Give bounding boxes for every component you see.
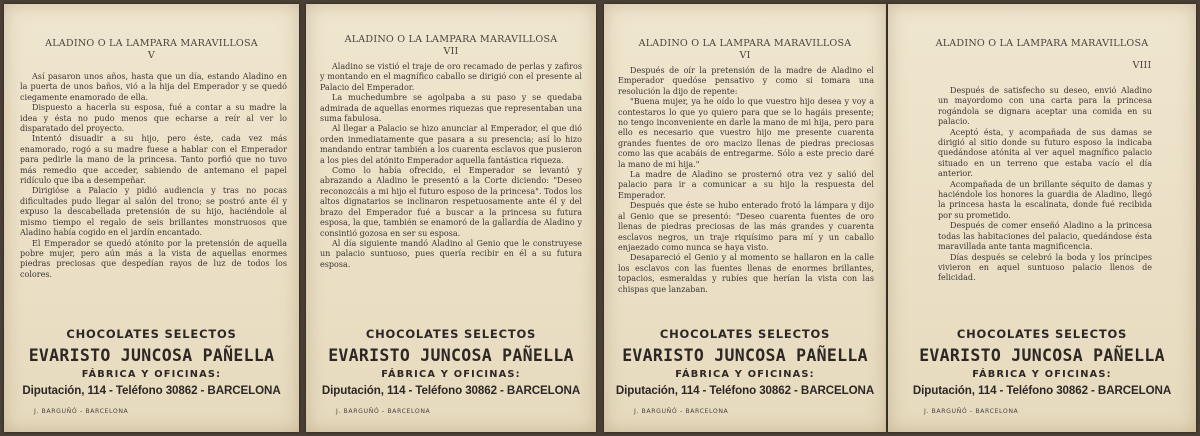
printer-credit: J. BARGUÑÓ - BARCELONA xyxy=(336,408,431,415)
card-body xyxy=(938,86,1152,284)
footer-line-3: FÁBRICA Y OFICINAS: xyxy=(972,369,1112,380)
footer-line-4: Diputación, 114 - Teléfono 30862 - BARCELONA xyxy=(321,384,581,397)
card-number: VI xyxy=(739,50,751,61)
paragraph: Al llegar a Palacio se hizo anunciar al Emperador, el que dió orden inmediatamente que pasara a su presencia; así lo hizo mandando entrar también a los cuarenta esclavos que pusieron a los pies del atónito Emperador aquella fantástica riqueza. xyxy=(320,124,582,165)
footer-line-1: CHOCOLATES SELECTOS xyxy=(365,327,537,341)
card-body xyxy=(320,62,582,270)
card-number: V xyxy=(147,50,156,61)
footer-line-4: Diputación, 114 - Teléfono 30862 - BARCELONA xyxy=(615,384,875,397)
paragraph: Desapareció el Genio y al momento se hallaron en la calle los esclavos con las fuentes llenas de enormes brillantes, topacios, esmeraldas y rubíes que herían la vista con las chispas que lanzaban. xyxy=(618,253,874,294)
paragraph: El Emperador se quedó atónito por la pretensión de aquella pobre mujer, pero aún más a la vista de aquellas enormes piedras preciosas que despedían rayos de luz de todos los colores. xyxy=(20,238,287,279)
footer-line-3: FÁBRICA Y OFICINAS: xyxy=(381,369,521,380)
paragraph: Dirigióse a Palacio y pidió audiencia y tras no pocas dificultades pudo llegar al salón del trono; se postró ante él y expuso la descabellada pretensión de su hijo, haciéndole al mismo tiempo el regalo de seis brillantes monstruosos que Aladino había cogido en el jardín encantado. xyxy=(20,186,287,238)
paragraph: La madre de Aladino se prosternó otra vez y salió del palacio para ir a comunicar a su hijo la respuesta del Emperador. xyxy=(618,170,874,200)
footer-line-1: CHOCOLATES SELECTOS xyxy=(659,327,831,341)
card-number: VIII xyxy=(1132,60,1152,71)
paragraph: Acompañada de un brillante séquito de damas y haciéndole los honores la guardia de Aladino, llegó la princesa hasta la escalinata, donde fué recibida por su prometido. xyxy=(938,179,1152,220)
footer-line-2: EVARISTO JUNCOSA PAÑELLA xyxy=(919,346,1165,365)
advertiser-footer xyxy=(306,324,596,397)
card-title xyxy=(4,38,299,62)
card-title xyxy=(888,38,1196,50)
card-title xyxy=(306,34,596,58)
paragraph: Al día siguiente mandó Aladino al Genio que le construyese un palacio suntuoso, pues quería recibir en él a su futura esposa. xyxy=(320,238,582,269)
paragraph: Después que éste se hubo enterado frotó la lámpara y dijo al Genio que se presentó: "Deseo cuarenta fuentes de oro llenas de piedras preciosas de las más grandes y cuarenta esclavos negros, un traje riquísimo para mí y un caballo enjaezado como nunca se haya visto. xyxy=(618,201,874,252)
story-card-vii xyxy=(306,4,596,432)
printer-credit: J. BARGUÑÓ - BARCELONA xyxy=(634,408,729,415)
footer-line-2: EVARISTO JUNCOSA PAÑELLA xyxy=(328,346,574,365)
card-title-text: ALADINO O LA LAMPARA MARAVILLOSA xyxy=(935,38,1149,49)
story-card-viii xyxy=(888,4,1196,432)
card-body xyxy=(20,72,287,280)
card-number: VII xyxy=(443,46,459,57)
card-body xyxy=(618,66,874,295)
paragraph: Días después se celebró la boda y los príncipes vivieron en aquel suntuoso palacio llenos de felicidad. xyxy=(938,252,1152,283)
paragraph: "Buena mujer, ya he oído lo que vuestro hijo desea y voy a contestaros lo que yo quiero para que se lo hagáis presente; no tengo inconveniente en darle la mano de mi hija, pero para ello es necesario que vuestro hijo me presente cuarenta grandes fuentes de oro macizo llenas de piedras preciosas como las que acabáis de entregarme. Sólo a este precio daré la mano de mi hija." xyxy=(618,97,874,169)
footer-line-2: EVARISTO JUNCOSA PAÑELLA xyxy=(622,346,868,365)
paragraph: Después de comer enseñó Aladino a la princesa todas las habitaciones del palacio, quedándose ésta maravillada ante tanta magnificencia. xyxy=(938,221,1152,252)
paragraph: Después de oír la pretensión de la madre de Aladino el Emperador quedóse pensativo y como si tomara una resolución la dijo de repente: xyxy=(618,66,874,96)
paragraph: Así pasaron unos años, hasta que un día, estando Aladino en la puerta de unos baños, vió a la hija del Emperador y se quedó ciegamente enamorado de ella. xyxy=(20,72,287,102)
card-title-text: ALADINO O LA LAMPARA MARAVILLOSA xyxy=(638,38,852,49)
advertiser-footer xyxy=(4,324,299,397)
story-card-vi xyxy=(604,4,886,432)
paragraph: Aceptó ésta, y acompañada de sus damas se dirigió al sitio donde su futuro esposo la indicaba quedándose atónita al ver aquel magnífico palacio situado en un terreno que estaba vacío el día anterior. xyxy=(938,127,1152,179)
paragraph: Intentó disuadir a su hijo, pero éste, cada vez más enamorado, rogó a su madre fuese a hablar con el Emperador para pedirle la mano de la princesa. Tanto porfió que no tuvo más remedio que acceder, sabiendo de antemano el papel ridículo que iba a desempeñar. xyxy=(20,134,287,186)
paragraph: La muchedumbre se agolpaba a su paso y se quedaba admirada de aquellas enormes riquezas que representaban una suma fabulosa. xyxy=(320,93,582,124)
card-title-text: ALADINO O LA LAMPARA MARAVILLOSA xyxy=(344,34,558,45)
footer-line-1: CHOCOLATES SELECTOS xyxy=(66,327,237,341)
paragraph: Aladino se vistió el traje de oro recamado de perlas y zafiros y montando en el magnífico caballo se dirigió con el presente al Palacio del Emperador. xyxy=(320,62,582,92)
paragraph: Dispuesto a hacerla su esposa, fué a contar a su madre la idea y ésta no pudo menos que echarse a reír al ver lo disparatado del proyecto. xyxy=(20,103,287,134)
footer-line-1: CHOCOLATES SELECTOS xyxy=(956,327,1128,341)
footer-line-2: EVARISTO JUNCOSA PAÑELLA xyxy=(28,346,275,365)
printer-credit: J. BARGUÑÓ - BARCELONA xyxy=(34,408,129,415)
footer-line-4: Diputación, 114 - Teléfono 30862 - BARCELONA xyxy=(912,384,1172,397)
advertiser-footer xyxy=(888,324,1196,397)
story-card-v xyxy=(4,4,299,432)
card-number-box xyxy=(1122,60,1162,72)
card-title-text: ALADINO O LA LAMPARA MARAVILLOSA xyxy=(45,38,258,49)
paragraph: Después de satisfecho su deseo, envió Aladino un mayordomo con una carta para la princesa rogándola se dignara aceptar una comida en su palacio. xyxy=(938,86,1152,127)
footer-line-3: FÁBRICA Y OFICINAS: xyxy=(81,369,222,380)
footer-line-3: FÁBRICA Y OFICINAS: xyxy=(675,369,815,380)
paragraph: Como lo había ofrecido, el Emperador se levantó y abrazando a Aladino le presentó a la Corte diciendo: "Deseo reconozcáis a mi hijo el futuro esposo de la princesa". Todos los altos dignatarios se inclinaron respetuosamente ante él y del brazo del Emperador fué a buscar a la princesa su futura esposa, la que, también se enamoró de la gallardía de Aladino y consintió gozosa en ser su esposa. xyxy=(320,166,582,238)
footer-line-4: Diputación, 114 - Teléfono 30862 - BARCELONA xyxy=(22,384,281,397)
advertiser-footer xyxy=(604,324,886,397)
card-title xyxy=(604,38,886,62)
printer-credit: J. BARGUÑÓ - BARCELONA xyxy=(924,408,1019,415)
